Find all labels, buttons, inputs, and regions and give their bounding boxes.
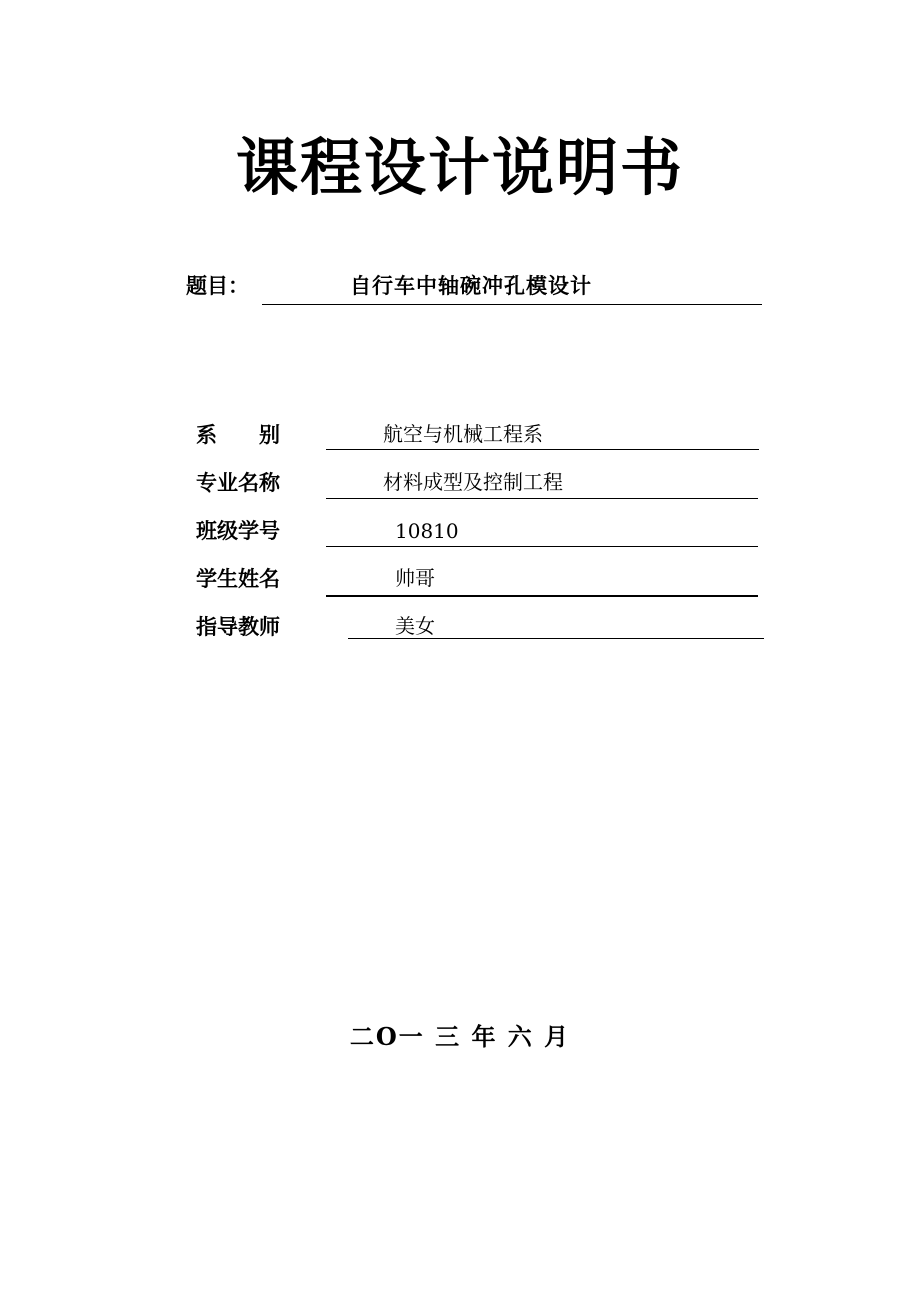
student-name-value: 帅哥	[395, 566, 435, 590]
document-title: 课程设计说明书	[235, 131, 684, 204]
major-label: 专业名称	[196, 471, 280, 495]
student-name-field	[326, 565, 758, 597]
department-label: 系 别	[196, 423, 280, 447]
major-value: 材料成型及控制工程	[383, 470, 563, 494]
class-number-value: 10810	[395, 519, 459, 543]
topic-label: 题目：	[186, 274, 249, 298]
advisor-label: 指导教师	[196, 615, 280, 639]
date-text: 二O一 三 年 六 月	[349, 1022, 571, 1051]
class-number-label: 班级学号	[196, 519, 280, 543]
department-value: 航空与机械工程系	[383, 422, 543, 446]
student-name-label: 学生姓名	[196, 567, 280, 591]
class-number-field	[326, 516, 758, 547]
advisor-value: 美女	[395, 614, 435, 638]
topic-field	[262, 270, 762, 305]
topic-value: 自行车中轴碗冲孔模设计	[350, 274, 592, 298]
